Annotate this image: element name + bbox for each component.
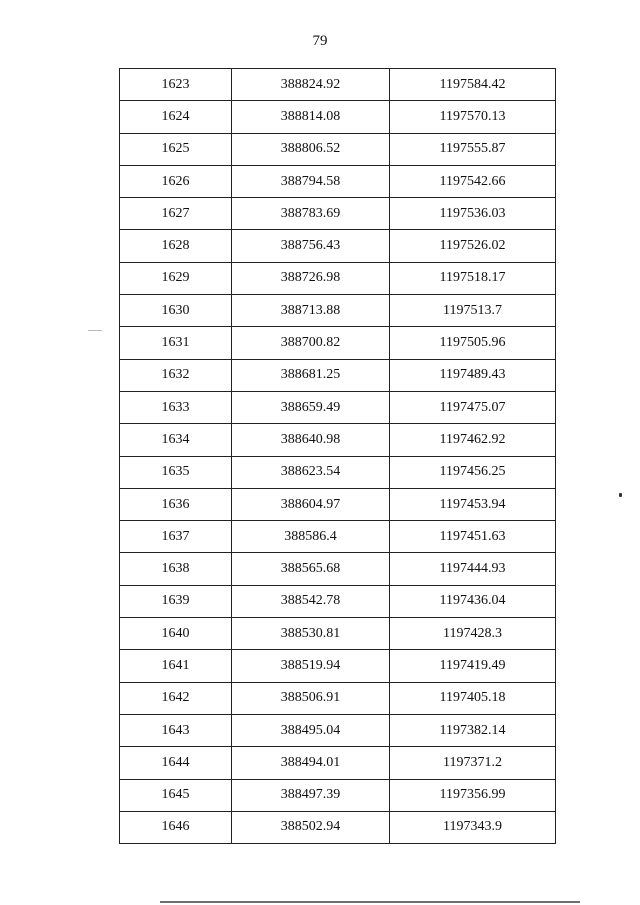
coordinate-table-body [120, 69, 556, 844]
y-coordinate-cell: 1197489.43 [390, 359, 556, 391]
point-number-cell: 1642 [120, 682, 232, 714]
point-number-cell: 1638 [120, 553, 232, 585]
point-number-cell: 1641 [120, 650, 232, 682]
point-number-cell: 1631 [120, 327, 232, 359]
x-coordinate-cell: 388700.82 [232, 327, 390, 359]
y-coordinate-cell: 1197371.2 [390, 747, 556, 779]
table-row [120, 682, 556, 714]
scan-speck [619, 493, 622, 497]
x-coordinate-cell: 388756.43 [232, 230, 390, 262]
y-coordinate-cell: 1197513.7 [390, 295, 556, 327]
x-coordinate-cell: 388604.97 [232, 488, 390, 520]
x-coordinate-cell: 388659.49 [232, 391, 390, 423]
x-coordinate-cell: 388824.92 [232, 69, 390, 101]
table-row [120, 779, 556, 811]
x-coordinate-cell: 388495.04 [232, 714, 390, 746]
y-coordinate-cell: 1197570.13 [390, 101, 556, 133]
y-coordinate-cell: 1197555.87 [390, 133, 556, 165]
x-coordinate-cell: 388640.98 [232, 424, 390, 456]
table-row [120, 585, 556, 617]
table-row [120, 165, 556, 197]
table-row [120, 295, 556, 327]
point-number-cell: 1625 [120, 133, 232, 165]
y-coordinate-cell: 1197436.04 [390, 585, 556, 617]
y-coordinate-cell: 1197428.3 [390, 618, 556, 650]
y-coordinate-cell: 1197451.63 [390, 521, 556, 553]
y-coordinate-cell: 1197356.99 [390, 779, 556, 811]
point-number-cell: 1646 [120, 811, 232, 843]
y-coordinate-cell: 1197419.49 [390, 650, 556, 682]
x-coordinate-cell: 388713.88 [232, 295, 390, 327]
y-coordinate-cell: 1197456.25 [390, 456, 556, 488]
point-number-cell: 1635 [120, 456, 232, 488]
point-number-cell: 1645 [120, 779, 232, 811]
table-row [120, 811, 556, 843]
y-coordinate-cell: 1197453.94 [390, 488, 556, 520]
table-row [120, 521, 556, 553]
y-coordinate-cell: 1197526.02 [390, 230, 556, 262]
table-row [120, 359, 556, 391]
x-coordinate-cell: 388530.81 [232, 618, 390, 650]
point-number-cell: 1633 [120, 391, 232, 423]
point-number-cell: 1634 [120, 424, 232, 456]
y-coordinate-cell: 1197505.96 [390, 327, 556, 359]
point-number-cell: 1632 [120, 359, 232, 391]
scan-margin-mark [88, 330, 102, 331]
x-coordinate-cell: 388497.39 [232, 779, 390, 811]
table-row [120, 230, 556, 262]
table-row [120, 456, 556, 488]
point-number-cell: 1627 [120, 198, 232, 230]
y-coordinate-cell: 1197405.18 [390, 682, 556, 714]
point-number-cell: 1626 [120, 165, 232, 197]
x-coordinate-cell: 388681.25 [232, 359, 390, 391]
coordinate-table [119, 68, 556, 844]
table-row [120, 391, 556, 423]
point-number-cell: 1624 [120, 101, 232, 133]
y-coordinate-cell: 1197382.14 [390, 714, 556, 746]
table-row [120, 650, 556, 682]
coordinate-table-container [119, 68, 555, 844]
point-number-cell: 1630 [120, 295, 232, 327]
table-row [120, 69, 556, 101]
table-row [120, 424, 556, 456]
y-coordinate-cell: 1197542.66 [390, 165, 556, 197]
y-coordinate-cell: 1197536.03 [390, 198, 556, 230]
page-number: 79 [312, 33, 328, 49]
point-number-cell: 1643 [120, 714, 232, 746]
x-coordinate-cell: 388586.4 [232, 521, 390, 553]
x-coordinate-cell: 388506.91 [232, 682, 390, 714]
x-coordinate-cell: 388814.08 [232, 101, 390, 133]
table-row [120, 327, 556, 359]
x-coordinate-cell: 388502.94 [232, 811, 390, 843]
x-coordinate-cell: 388783.69 [232, 198, 390, 230]
table-row [120, 714, 556, 746]
point-number-cell: 1644 [120, 747, 232, 779]
table-row [120, 262, 556, 294]
x-coordinate-cell: 388806.52 [232, 133, 390, 165]
scan-edge-line [160, 901, 580, 903]
y-coordinate-cell: 1197462.92 [390, 424, 556, 456]
table-row [120, 488, 556, 520]
table-row [120, 553, 556, 585]
x-coordinate-cell: 388794.58 [232, 165, 390, 197]
table-row [120, 198, 556, 230]
x-coordinate-cell: 388542.78 [232, 585, 390, 617]
point-number-cell: 1636 [120, 488, 232, 520]
y-coordinate-cell: 1197584.42 [390, 69, 556, 101]
table-row [120, 747, 556, 779]
point-number-cell: 1637 [120, 521, 232, 553]
y-coordinate-cell: 1197343.9 [390, 811, 556, 843]
point-number-cell: 1640 [120, 618, 232, 650]
point-number-cell: 1628 [120, 230, 232, 262]
table-row [120, 101, 556, 133]
x-coordinate-cell: 388519.94 [232, 650, 390, 682]
point-number-cell: 1639 [120, 585, 232, 617]
y-coordinate-cell: 1197518.17 [390, 262, 556, 294]
y-coordinate-cell: 1197444.93 [390, 553, 556, 585]
y-coordinate-cell: 1197475.07 [390, 391, 556, 423]
x-coordinate-cell: 388565.68 [232, 553, 390, 585]
x-coordinate-cell: 388623.54 [232, 456, 390, 488]
point-number-cell: 1629 [120, 262, 232, 294]
x-coordinate-cell: 388726.98 [232, 262, 390, 294]
point-number-cell: 1623 [120, 69, 232, 101]
x-coordinate-cell: 388494.01 [232, 747, 390, 779]
table-row [120, 133, 556, 165]
table-row [120, 618, 556, 650]
